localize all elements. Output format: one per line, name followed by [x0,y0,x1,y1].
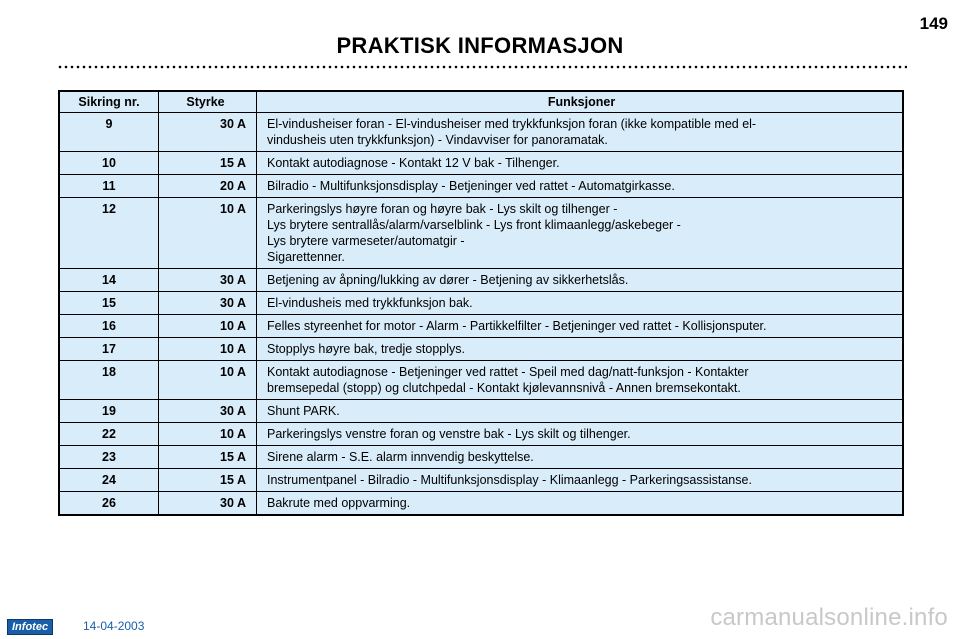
fuse-rating: 30 A [159,292,257,315]
table-row [59,175,903,198]
fuse-functions [257,113,904,152]
fuse-functions [257,269,904,292]
fuse-number: 19 [59,400,159,423]
fuse-rating: 20 A [159,175,257,198]
watermark: carmanualsonline.info [710,604,948,631]
table-row [59,113,903,152]
table-row [59,469,903,492]
dotted-divider [57,65,907,69]
function-line: Felles styreenhet for motor - Alarm - Partikkelfilter - Betjeninger ved rattet - Kollisjonsputer. [267,319,767,333]
function-line: El-vindusheiser foran - El-vindusheiser med trykkfunksjon foran (ikke kompatible med el- [267,117,757,131]
function-line: Kontakt autodiagnose - Betjeninger ved rattet - Speil med dag/natt-funksjon - Kontakter [267,365,749,379]
function-line: vindusheis uten trykkfunksjon) - Vindavviser for panoramatak. [267,133,608,147]
function-line: Sirene alarm - S.E. alarm innvendig beskyttelse. [267,450,534,464]
table-row [59,446,903,469]
header-funksjoner: Funksjoner [257,91,904,113]
fuse-number: 17 [59,338,159,361]
fuse-rating: 10 A [159,423,257,446]
function-line: Parkeringslys venstre foran og venstre bak - Lys skilt og tilhenger. [267,427,631,441]
fuse-number: 11 [59,175,159,198]
fuse-number: 10 [59,152,159,175]
fuse-functions [257,423,904,446]
fuse-rating: 30 A [159,113,257,152]
fuse-functions [257,446,904,469]
function-line: Lys brytere sentrallås/alarm/varselblink - Lys front klimaanlegg/askebeger - [267,218,681,232]
table-row [59,315,903,338]
table-row [59,492,903,516]
fuse-number: 26 [59,492,159,516]
fuse-number: 14 [59,269,159,292]
fuse-rating: 30 A [159,269,257,292]
fuse-number: 18 [59,361,159,400]
page-number: 149 [919,14,948,33]
function-line: Parkeringslys høyre foran og høyre bak - Lys skilt og tilhenger - [267,202,618,216]
table-row [59,152,903,175]
fuse-functions [257,152,904,175]
fuse-rating: 30 A [159,400,257,423]
table-row [59,269,903,292]
table-row [59,198,903,269]
fuse-functions [257,292,904,315]
infotec-logo: Infotec [7,619,53,635]
fuse-functions [257,361,904,400]
header-sikring-nr: Sikring nr. [59,91,159,113]
fuse-rating: 30 A [159,492,257,516]
fuse-number: 16 [59,315,159,338]
fuse-functions [257,469,904,492]
function-line: Instrumentpanel - Bilradio - Multifunksjonsdisplay - Klimaanlegg - Parkeringsassistanse. [267,473,752,487]
function-line: Lys brytere varmeseter/automatgir - [267,234,465,248]
footer-date: 14-04-2003 [83,619,145,633]
function-line: Stopplys høyre bak, tredje stopplys. [267,342,466,356]
fuse-number: 15 [59,292,159,315]
function-line: Bakrute med oppvarming. [267,496,411,510]
function-line: El-vindusheis med trykkfunksjon bak. [267,296,473,310]
table-header-row [59,91,903,113]
fuse-functions [257,400,904,423]
table-row [59,400,903,423]
fuse-table [58,90,904,516]
fuse-number: 12 [59,198,159,269]
table-row [59,292,903,315]
fuse-number: 24 [59,469,159,492]
fuse-rating: 15 A [159,152,257,175]
fuse-table-body [59,113,903,516]
fuse-functions [257,492,904,516]
function-line: Bilradio - Multifunksjonsdisplay - Betjeninger ved rattet - Automatgirkasse. [267,179,675,193]
fuse-functions [257,198,904,269]
fuse-number: 9 [59,113,159,152]
fuse-functions [257,175,904,198]
table-row [59,338,903,361]
fuse-rating: 15 A [159,469,257,492]
header-styrke: Styrke [159,91,257,113]
function-line: Shunt PARK. [267,404,340,418]
fuse-rating: 15 A [159,446,257,469]
fuse-rating: 10 A [159,361,257,400]
fuse-rating: 10 A [159,315,257,338]
fuse-number: 23 [59,446,159,469]
table-row [59,423,903,446]
function-line: Betjening av åpning/lukking av dører - Betjening av sikkerhetslås. [267,273,629,287]
function-line: bremsepedal (stopp) og clutchpedal - Kontakt kjølevannsnivå - Annen bremsekontakt. [267,381,741,395]
fuse-number: 22 [59,423,159,446]
fuse-rating: 10 A [159,338,257,361]
fuse-rating: 10 A [159,198,257,269]
function-line: Sigarettenner. [267,250,345,264]
page-title: PRAKTISK INFORMASJON [336,33,624,58]
fuse-functions [257,315,904,338]
fuse-functions [257,338,904,361]
function-line: Kontakt autodiagnose - Kontakt 12 V bak - Tilhenger. [267,156,560,170]
table-row [59,361,903,400]
